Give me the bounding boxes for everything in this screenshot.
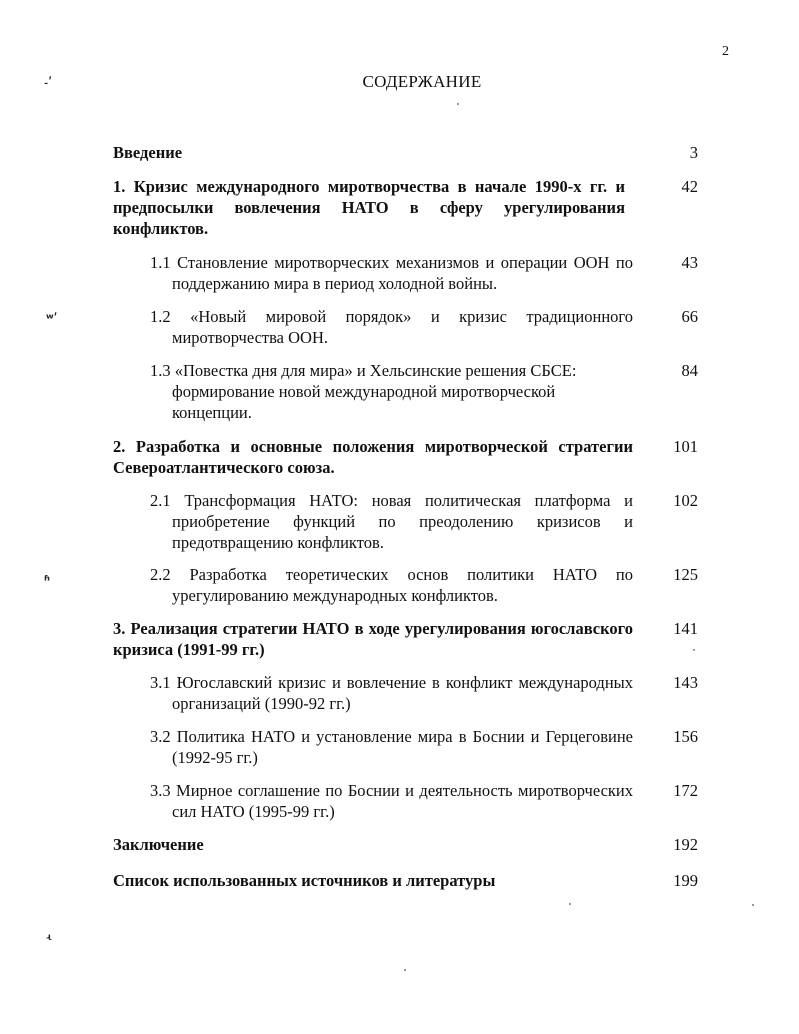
toc-entry-page: 43 <box>681 253 698 272</box>
page-title: СОДЕРЖАНИЕ <box>362 72 482 91</box>
scan-artifact-mark: ˗ʹ <box>44 76 53 91</box>
toc-entry-page: 66 <box>681 307 698 326</box>
toc-entry-title: 1.2 «Новый мировой порядок» и кризис традиционного миротворчества ООН. <box>150 307 633 347</box>
toc-entry-page: 156 <box>673 727 698 746</box>
toc-entry-page: 125 <box>673 565 698 584</box>
toc-entry-title: Список использованных источников и литературы <box>113 871 496 890</box>
toc-entry-title: 1.1 Становление миротворческих механизмов и операции ООН по поддержанию мира в период холодной войны. <box>150 253 633 293</box>
toc-entry-title: 3.3 Мирное соглашение по Боснии и деятельность миротворческих сил НАТО (1995-99 гг.) <box>150 781 633 821</box>
toc-entry-title: Заключение <box>113 835 204 854</box>
toc-entry-title: 2.1 Трансформация НАТО: новая политическая платформа и приобретение функций по преодолению кризисов и предотвращению конфликтов. <box>150 491 633 552</box>
toc-entry-page: 101 <box>673 437 698 456</box>
scan-speck <box>693 649 695 651</box>
toc-entry-page: 42 <box>681 177 698 196</box>
toc-entry-page: 172 <box>673 781 698 800</box>
toc-entry-title: 1. Кризис международного миротворчества в начале 1990-х гг. и предпосылки вовлечения НАТО в сферу урегулирования конфликтов. <box>113 177 625 238</box>
toc-entry-page: 3 <box>689 143 698 162</box>
toc-entry-page: 141 <box>673 619 698 638</box>
toc-entry-title: Введение <box>113 143 183 162</box>
scan-speck <box>404 969 406 971</box>
toc-entry-page: 143 <box>673 673 698 692</box>
toc-entry-title: 2.2 Разработка теоретических основ политики НАТО по урегулированию международных конфликтов. <box>150 565 633 605</box>
page-number: 2 <box>722 44 729 59</box>
toc-entry-title: 3.1 Югославский кризис и вовлечение в конфликт международных организаций (1990-92 гг.) <box>150 673 633 713</box>
scan-artifact-mark: ʵ <box>46 932 51 947</box>
toc-entry-title: 3.2 Политика НАТО и установление мира в Боснии и Герцеговине (1992-95 гг.) <box>150 727 633 767</box>
scan-artifact-mark: ʷʹ <box>46 312 58 327</box>
toc-entry-page: 192 <box>673 835 698 854</box>
toc-entry-page: 102 <box>673 491 698 510</box>
toc-entry-title: 3. Реализация стратегии НАТО в ходе урегулирования югославского кризиса (1991-99 гг.) <box>113 619 633 659</box>
toc-entry-page: 84 <box>681 361 698 380</box>
toc-entry-page: 199 <box>673 871 698 890</box>
toc-entry-title: 2. Разработка и основные положения миротворческой стратегии Североатлантического союза. <box>113 437 633 477</box>
scan-speck <box>569 903 571 905</box>
toc-entry-title: 1.3 «Повестка дня для мира» и Хельсинские решения СБСЕ: формирование новой международной миротворческой концепции. <box>150 361 577 422</box>
scan-speck <box>752 904 754 906</box>
scan-artifact-mark: ʱ <box>44 574 50 589</box>
scan-speck <box>457 103 459 105</box>
